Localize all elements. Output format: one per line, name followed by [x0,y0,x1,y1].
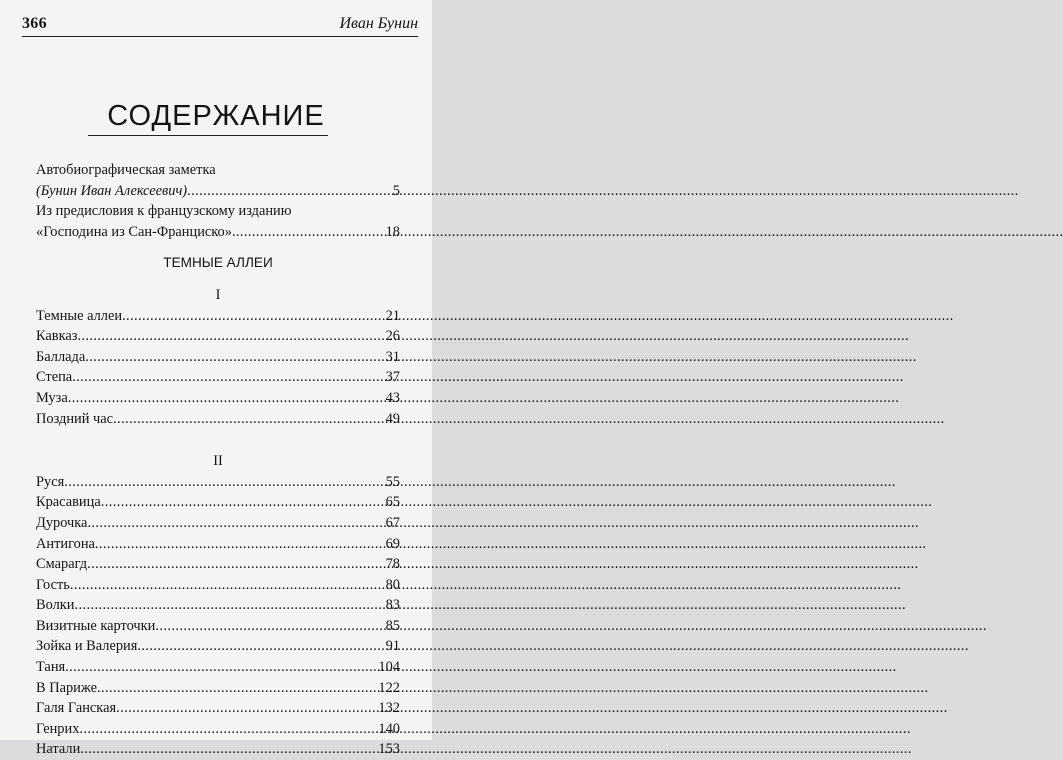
toc-entry-page: 132 [378,700,400,717]
toc-entry-title: Дурочка [36,514,88,531]
dot-leader [65,657,378,678]
part-numeral-1: I [215,286,221,303]
toc-entry-page: 21 [385,307,400,324]
dot-leader [64,472,385,493]
running-author-name: Иван Бунин [339,15,418,32]
running-header [22,14,418,37]
toc-entry-title: Галя Ганская [36,700,117,717]
dot-leader [87,554,386,575]
section-heading: ТЕМНЫЕ АЛЛЕИ [163,255,273,271]
toc-entry-title: Автобиографическая заметка [36,162,216,178]
toc-entry [36,409,400,430]
dot-leader [232,222,386,243]
dot-leader [77,326,385,347]
toc-entry-page: 85 [385,617,400,634]
dot-leader [80,739,378,760]
part1-entry-list [36,306,400,430]
toc-entry [36,347,400,368]
toc-entry-page: 91 [385,638,400,655]
toc-entry [36,554,400,575]
toc-entry-page: 65 [385,494,400,511]
dot-leader [79,719,378,740]
toc-entry [36,472,400,493]
toc-entry [36,326,400,347]
toc-entry-subtitle: «Господина из Сан-Франциско» [36,223,232,240]
toc-entry [36,657,400,678]
toc-entry-title: Кавказ [36,328,78,345]
title-underline [88,135,328,136]
toc-entry [36,306,400,327]
toc-entry-page: 49 [385,410,400,427]
page-number: 366 [22,15,47,32]
part-numeral-2: II [213,453,223,470]
toc-entry [36,534,400,555]
toc-entry-title: Степа [36,369,73,386]
toc-entry-page: 67 [385,514,400,531]
table-of-contents [36,160,400,760]
toc-entry-page: 37 [385,369,400,386]
toc-entry-title: Зойка и Валерия [36,638,138,655]
dot-leader [113,409,386,430]
toc-entry [36,636,400,657]
page-title: СОДЕРЖАНИЕ [107,100,325,132]
toc-entry-page: 80 [385,576,400,593]
toc-entry-title: Визитные карточки [36,617,156,634]
toc-entry-page: 153 [378,741,400,758]
toc-entry-page: 26 [385,328,400,345]
dot-leader [85,347,385,368]
dot-leader [122,306,386,327]
toc-entry-autobiography-line1 [36,160,400,181]
toc-entry-title: Муза [36,389,68,406]
dot-leader [97,678,378,699]
toc-entry-title: Руся [36,473,65,490]
toc-entry [36,595,400,616]
toc-entry-page: 122 [378,679,400,696]
dot-leader [155,616,385,637]
toc-entry [36,575,400,596]
dot-leader [72,367,385,388]
toc-entry [36,719,400,740]
toc-entry-title: Красавица [36,494,101,511]
toc-entry [36,678,400,699]
toc-entry-title: Натали [36,741,81,758]
toc-entry [36,492,400,513]
toc-entry-page: 31 [385,348,400,365]
toc-entry-title: Темные аллеи [36,307,123,324]
toc-entry-title: Из предисловия к французскому изданию [36,203,292,220]
toc-entry-page: 18 [385,223,400,240]
toc-entry-page: 140 [378,720,400,737]
toc-entry [36,616,400,637]
dot-leader [101,492,386,513]
toc-entry-title: Баллада [36,348,86,365]
dot-leader [137,636,385,657]
toc-entry-page: 55 [385,473,400,490]
dot-leader [187,181,393,202]
book-page [0,0,432,758]
toc-entry [36,367,400,388]
toc-entry-page: 43 [385,389,400,406]
part2-entry-list [36,472,400,760]
toc-entry [36,698,400,719]
toc-entry-preface-line1 [36,201,400,222]
toc-entry [36,388,400,409]
toc-entry-preface [36,222,400,243]
dot-leader [74,595,385,616]
toc-entry-subtitle: (Бунин Иван Алексеевич) [36,182,188,199]
toc-entry-title: Генрих [36,720,80,737]
dot-leader [87,513,385,534]
toc-entry-page: 78 [385,556,400,573]
toc-entry-page: 69 [385,535,400,552]
toc-entry [36,739,400,760]
toc-entry-title: Гость [36,576,70,593]
toc-entry-title: Таня [36,659,66,676]
dot-leader [95,534,386,555]
toc-entry-title: Поздний час [36,410,114,427]
dot-leader [68,388,386,409]
toc-entry-title: Антигона [36,535,95,552]
toc-entry-title: Волки [36,597,75,614]
dot-leader [116,698,378,719]
toc-entry-autobiography [36,181,400,202]
toc-entry-page: 83 [385,597,400,614]
toc-entry-title: В Париже [36,679,98,696]
toc-entry [36,513,400,534]
toc-entry-title: Смарагд [36,556,88,573]
toc-entry-page: 5 [392,182,400,199]
dot-leader [70,575,386,596]
toc-entry-page: 104 [378,659,400,676]
